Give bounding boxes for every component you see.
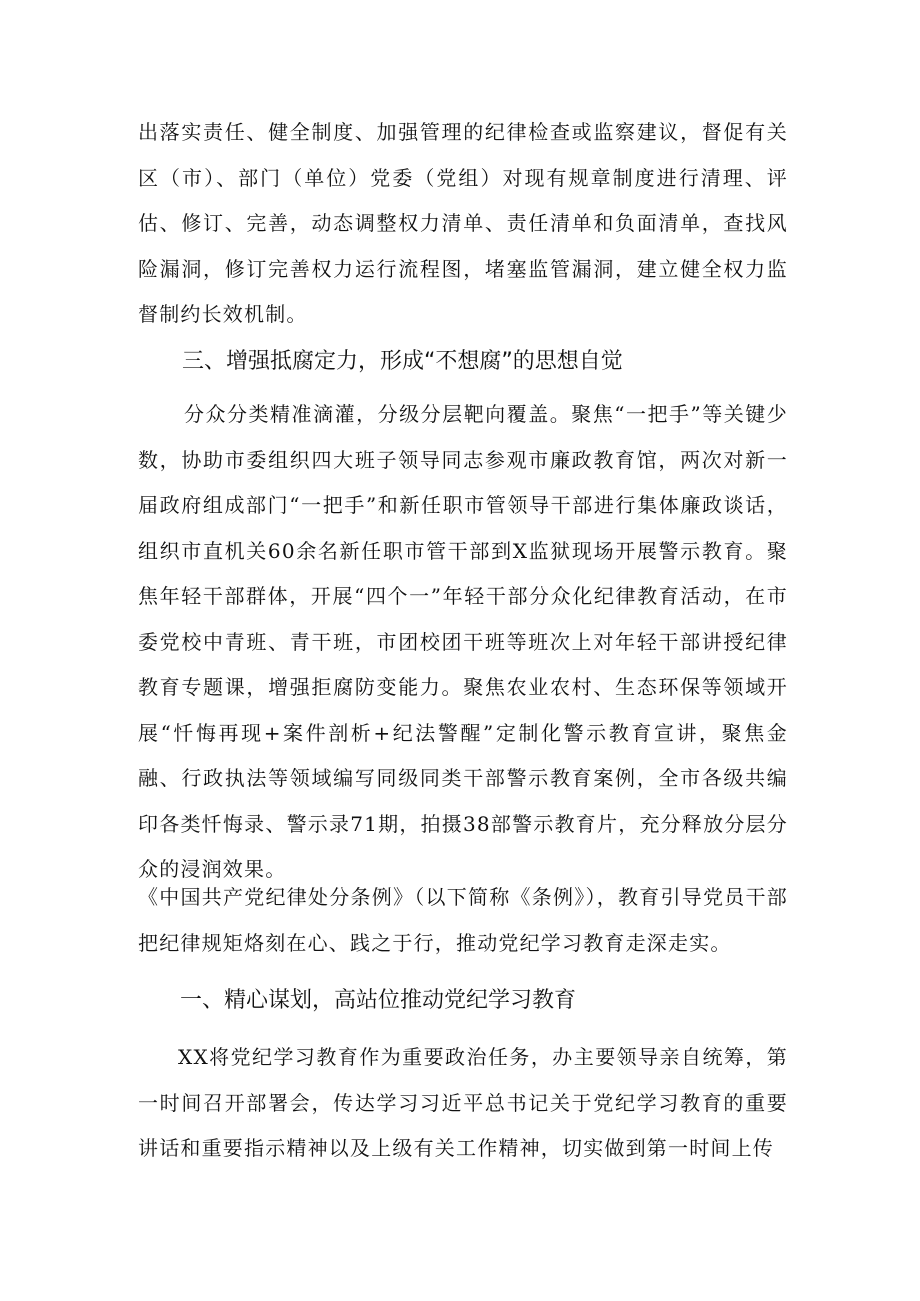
- paragraph-warning-education: 分众分类精准滴灌，分级分层靶向覆盖。聚焦“一把手”等关键少数，协助市委组织四大班子领导同志参观市廉政教育馆，两次对新一届政府组成部门“一把手”和新任职市管领导干部进行集体廉政谈话，组织市直机关60余名新任职市管干部到X监狱现场开展警示教育。聚焦年轻干部群体，开展“四个一”年轻干部分众化纪律教育活动，在市委党校中青班、青干班，市团校团干班等班次上对年轻干部讲授纪律教育专题课，增强拒腐防变能力。聚焦农业农村、生态环保等领域开展“忏悔再现+案件剖析+纪法警醒”定制化警示教育宣讲，聚焦金融、行政执法等领域编写同级同类干部警示教育案例，全市各级共编印各类忏悔录、警示录71期，拍摄38部警示教育片，充分释放分层分众的浸润效果。: [138, 402, 788, 881]
- paragraph-supervision-mechanism: 出落实责任、健全制度、加强管理的纪律检查或监察建议，督促有关区（市）、部门（单位）党委（党组）对现有规章制度进行清理、评估、修订、完善，动态调整权力清单、责任清单和负面清单，查找风险漏洞，修订完善权力运行流程图，堵塞监管漏洞，建立健全权力监督制约长效机制。: [138, 120, 788, 326]
- heading-section-one: 一、精心谋划，高站位推动党纪学习教育: [180, 988, 577, 1013]
- paragraph-discipline-regulations: 《中国共产党纪律处分条例》（以下简称《条例》），教育引导党员干部把纪律规矩烙刻在心、践之于行，推动党纪学习教育走深走实。: [138, 885, 788, 955]
- paragraph-party-discipline-study: XX将党纪学习教育作为重要政治任务，办主要领导亲自统筹，第一时间召开部署会，传达学习习近平总书记关于党纪学习教育的重要讲话和重要指示精神以及上级有关工作精神，切实做到第一时间上传: [138, 1045, 788, 1160]
- heading-section-three: 三、增强抵腐定力，形成“不想腐”的思想自觉: [182, 349, 623, 374]
